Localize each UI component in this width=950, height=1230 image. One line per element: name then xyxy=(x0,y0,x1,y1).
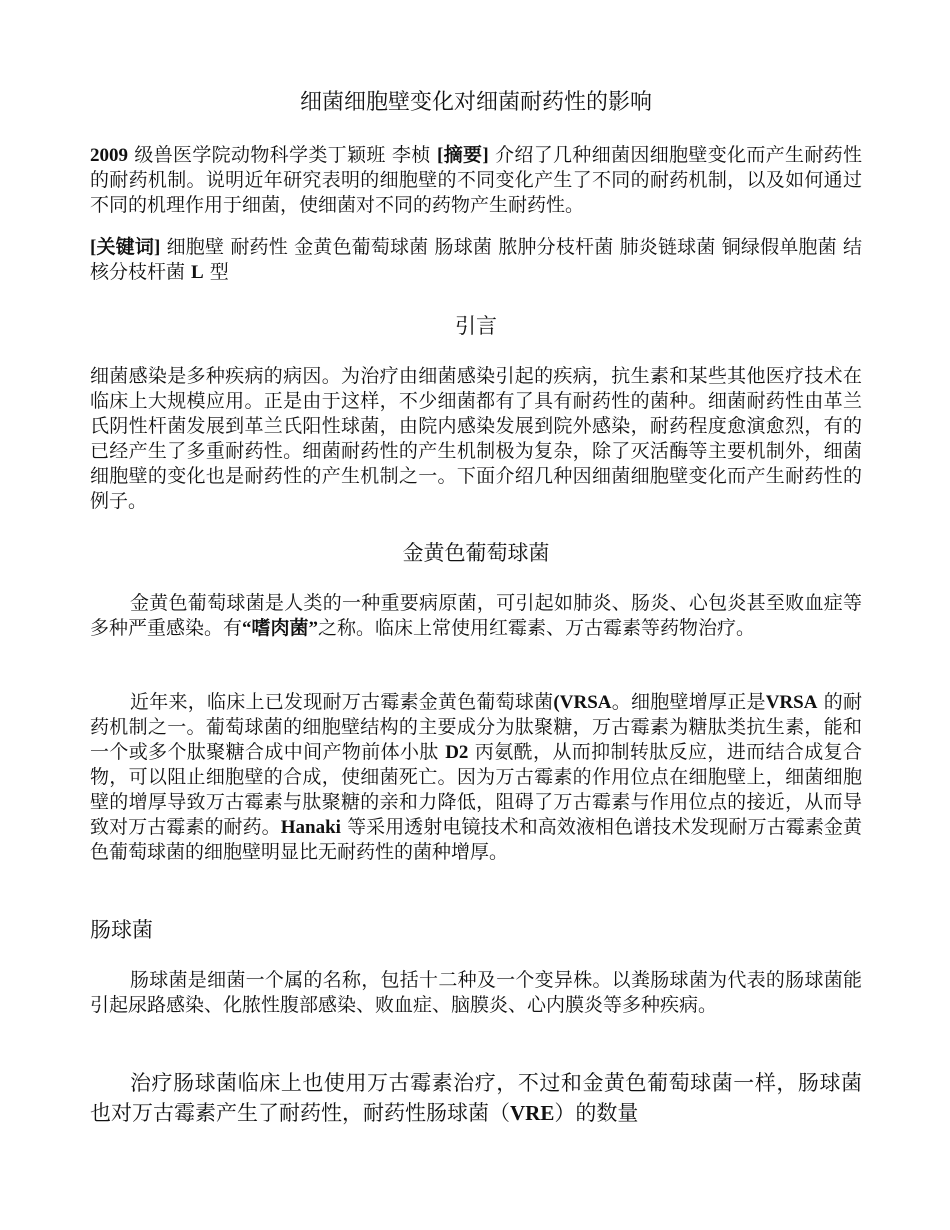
staph-p1-quote: “嗜肉菌” xyxy=(242,618,319,639)
staph-heading: 金黄色葡萄球菌 xyxy=(402,541,550,565)
keywords-label: [关键词] xyxy=(90,237,161,258)
staph-p2-text-a: 近年来，临床上已发现耐万古霉素金黄色葡萄球菌 xyxy=(130,691,554,713)
keywords-text: 细胞壁 耐药性 金黄色葡萄球菌 肠球菌 脓肿分枝杆菌 肺炎链球菌 铜绿假单胞菌 结核分枝杆菌 xyxy=(90,236,862,283)
staph-p2-text-f: 等采用透射电镜技术和高效液相色谱技术发现耐万古霉素金黄色葡萄球菌的细胞壁明显比无耐药性的菌种增厚。 xyxy=(90,816,862,863)
staph-p2-text-e: 丙氨酰，从而抑制转肽反应，进而结合成复合物，可以阻止细胞壁的合成，使细菌死亡。因为万古霉素的作用位点在细胞壁上，细菌细胞壁的增厚导致万古霉素与肽聚糖的亲和力降低，阻碍了万古霉素与作用位点的接近，从而导致对万古霉素的耐药。 xyxy=(90,741,863,838)
document-title: 细菌细胞壁变化对细菌耐药性的影响 xyxy=(299,90,652,115)
staph-paragraph-2 xyxy=(90,690,862,865)
entero-paragraph-1: 肠球菌是细菌一个属的名称，包括十二种及一个变异株。以粪肠球菌为代表的肠球菌能引起尿路感染、化脓性腹部感染、败血症、脑膜炎、心内膜炎等多种疾病。 xyxy=(90,969,862,1016)
d2-label: D2 xyxy=(445,742,469,763)
hanaki-name: Hanaki xyxy=(280,817,341,838)
intro-paragraph: 细菌感染是多种疾病的病因。为治疗由细菌感染引起的疾病，抗生素和某些其他医疗技术在临床上大规模应用。正是由于这样，不少细菌都有了具有耐药性的菌种。细菌耐药性由革兰氏阴性杆菌发展到革兰氏阳性球菌，由院内感染发展到院外感染，耐药程度愈演愈烈，有的已经产生了多重耐药性。细菌耐药性的产生机制极为复杂，除了灭活酶等主要机制外，细菌细胞壁的变化也是耐药性的产生机制之一。下面介绍几种因细菌细胞壁变化而产生耐药性的例子。 xyxy=(90,365,862,512)
abstract-label: [摘要] xyxy=(437,145,489,166)
staph-p1-text-a: 金黄色葡萄球菌是人类的一种重要病原菌，可引起如肺炎、肠炎、心包炎甚至败血症等多种严重感染。有 xyxy=(90,592,862,639)
keywords-paragraph xyxy=(90,235,862,285)
keywords-bold: L xyxy=(191,262,204,283)
vrsa-abbrev-2: VRSA xyxy=(765,692,818,713)
entero-p2-text-c: ）的数量 xyxy=(554,1101,639,1125)
intro-heading: 引言 xyxy=(455,314,497,338)
entero-paragraph-2 xyxy=(90,1068,862,1128)
staph-p2-text-d: 的耐药机制之一。葡萄球菌的细胞壁结构的主要成分为肽聚糖，万古霉素为糖肽类抗生素，能和一个或多个肽聚糖合成中间产物前体小肽 xyxy=(90,691,862,763)
staph-paragraph-1 xyxy=(90,591,862,641)
abstract-paragraph xyxy=(90,143,862,218)
keywords-suffix: 型 xyxy=(203,261,229,283)
staph-p2-text-c: 。细胞壁增厚正是 xyxy=(611,691,766,713)
vrsa-abbrev-1: (VRSA xyxy=(553,692,612,713)
entero-p2-text-a: 治疗肠球菌临床上也使用万古霉素治疗，不过和金黄色葡萄球菌一样，肠球菌也对万古霉素产生了耐药性，耐药性肠球菌（ xyxy=(90,1071,862,1125)
abstract-text: 介绍了几种细菌因细胞壁变化而产生耐药性的耐药机制。说明近年研究表明的细胞壁的不同变化产生了不同的耐药机制，以及如何通过不同的机理作用于细菌，使细菌对不同的药物产生耐药性。 xyxy=(90,144,863,216)
vre-abbrev: VRE xyxy=(510,1101,555,1125)
staph-p1-text-b: 之称。临床上常使用红霉素、万古霉素等药物治疗。 xyxy=(318,617,756,639)
entero-heading: 肠球菌 xyxy=(90,918,153,942)
year: 2009 xyxy=(90,145,128,166)
author-text: 级兽医学院动物科学类丁颖班 李桢 xyxy=(128,144,438,166)
